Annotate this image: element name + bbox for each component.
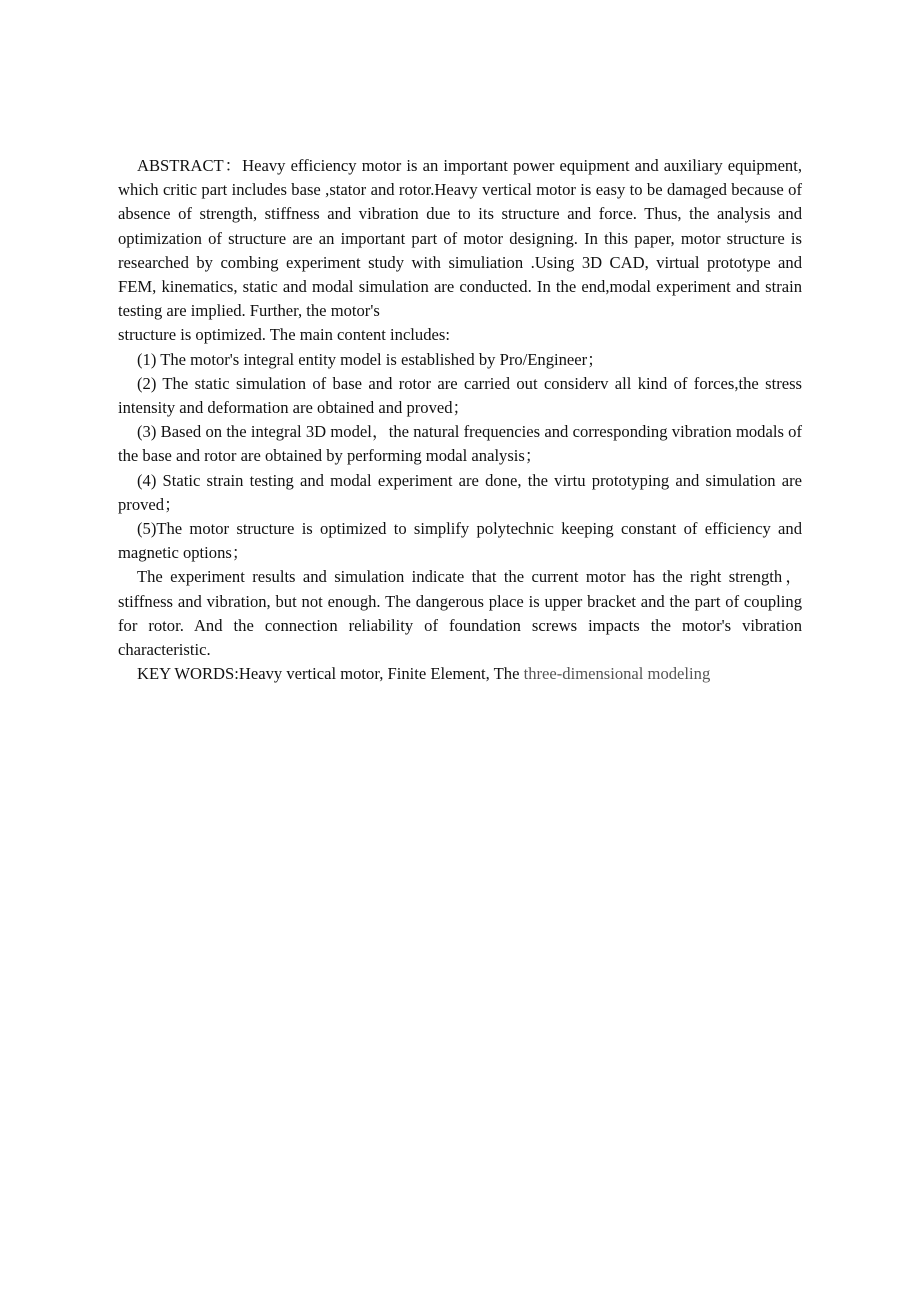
keywords-tail: three-dimensional modeling	[523, 664, 711, 684]
content-item-4: (4) Static strain testing and modal experiment are done, the virtu prototyping and simulation are proved；	[118, 470, 802, 514]
abstract-section	[118, 154, 802, 686]
keywords-lead: KEY WORDS:Heavy vertical motor, Finite Element, The	[137, 664, 524, 684]
content-item-5: (5)The motor structure is optimized to simplify polytechnic keeping constant of efficiency and magnetic options；	[118, 519, 802, 563]
abstract-paragraph-continued: structure is optimized. The main content includes:	[118, 325, 450, 345]
content-item-2: (2) The static simulation of base and rotor are carried out considerv all kind of forces,the stress intensity and deformation are obtained and proved；	[118, 373, 802, 418]
content-item-3: (3) Based on the integral 3D model，the natural frequencies and corresponding vibration modals of the base and rotor are obtained by performing modal analysis；	[118, 422, 802, 466]
conclusion-paragraph: The experiment results and simulation indicate that the current motor has the right strength，stiffness and vibration, but not enough. The dangerous place is upper bracket and the part of coupling for rotor. And the connection reliability of foundation screws impacts the motor's vibration characteristic.	[118, 567, 802, 660]
content-item-1: (1) The motor's integral entity model is established by Pro/Engineer；	[137, 349, 604, 369]
abstract-paragraph: ABSTRACT：Heavy efficiency motor is an important power equipment and auxiliary equipment, which critic part includes base ,stator and rotor.Heavy vertical motor is easy to be damaged because of absence of strength, stiffness and vibration due to its structure and force. Thus, the analysis and optimization of structure are an important part of motor designing. In this paper, motor structure is researched by combing experiment study with simuliation .Using 3D CAD, virtual prototype and FEM, kinematics, static and modal simulation are conducted. In the end,modal experiment and strain testing are implied. Further, the motor's	[118, 156, 802, 321]
keywords-line	[118, 662, 802, 686]
